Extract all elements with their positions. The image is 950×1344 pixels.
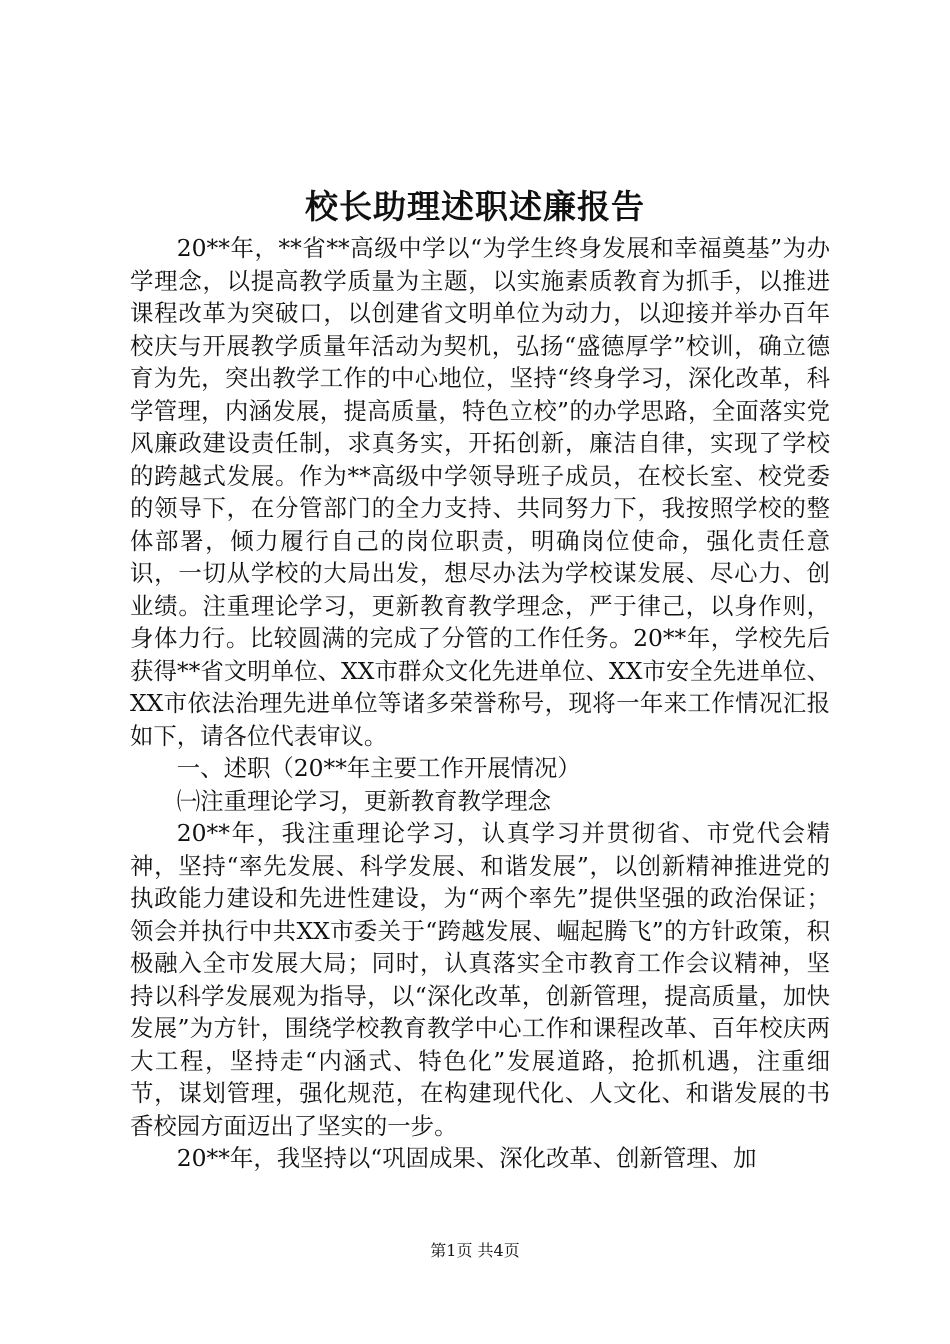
document-body [130, 232, 830, 1175]
paragraph-theory-study: 20**年，我注重理论学习，认真学习并贯彻省、市党代会精神，坚持“率先发展、科学发展、和谐发展”，以创新精神推进党的执政能力建设和先进性建设，为“两个率先”提供坚强的政治保证；领会并执行中共XX市委关于“跨越发展、崛起腾飞”的方针政策，积极融入全市发展大局；同时，认真落实全市教育工作会议精神，坚持以科学发展观为指导，以“深化改革，创新管理，提高质量，加快发展”为方针，围绕学校教育教学中心工作和课程改革、百年校庆两大工程，坚持走“内涵式、特色化”发展道路，抢抓机遇，注重细节，谋划管理，强化规范，在构建现代化、人文化、和谐发展的书香校园方面迈出了坚实的一步。 [130, 819, 830, 1140]
paragraph-intro: 20**年，**省**高级中学以“为学生终身发展和幸福奠基”为办学理念，以提高教学质量为主题，以实施素质教育为抓手，以推进课程改革为突破口，以创建省文明单位为动力，以迎接并举办百年校庆与开展教学质量年活动为契机，弘扬“盛德厚学”校训，确立德育为先，突出教学工作的中心地位，坚持“终身学习，深化改革，科学管理，内涵发展，提高质量，特色立校”的办学思路，全面落实党风廉政建设责任制，求真务实，开拓创新，廉洁自律，实现了学校的跨越式发展。作为**高级中学领导班子成员，在校长室、校党委的领导下，在分管部门的全力支持、共同努力下，我按照学校的整体部署，倾力履行自己的岗位职责，明确岗位使命，强化责任意识，一切从学校的大局出发，想尽办法为学校谋发展、尽心力、创业绩。注重理论学习，更新教育教学理念，严于律己，以身作则，身体力行。比较圆满的完成了分管的工作任务。20**年，学校先后获得**省文明单位、XX市群众文化先进单位、XX市安全先进单位、XX市依法治理先进单位等诸多荣誉称号，现将一年来工作情况汇报如下，请各位代表审议。 [130, 234, 830, 750]
page-number: 第1页 共4页 [430, 1241, 520, 1260]
section-heading: 一、述职（20**年主要工作开展情况） [176, 754, 581, 782]
paragraph-continued: 20**年，我坚持以“巩固成果、深化改革、创新管理、加 [176, 1144, 757, 1172]
subsection-heading: ㈠注重理论学习，更新教育教学理念 [176, 786, 552, 815]
document-title: 校长助理述职述廉报告 [305, 187, 645, 226]
